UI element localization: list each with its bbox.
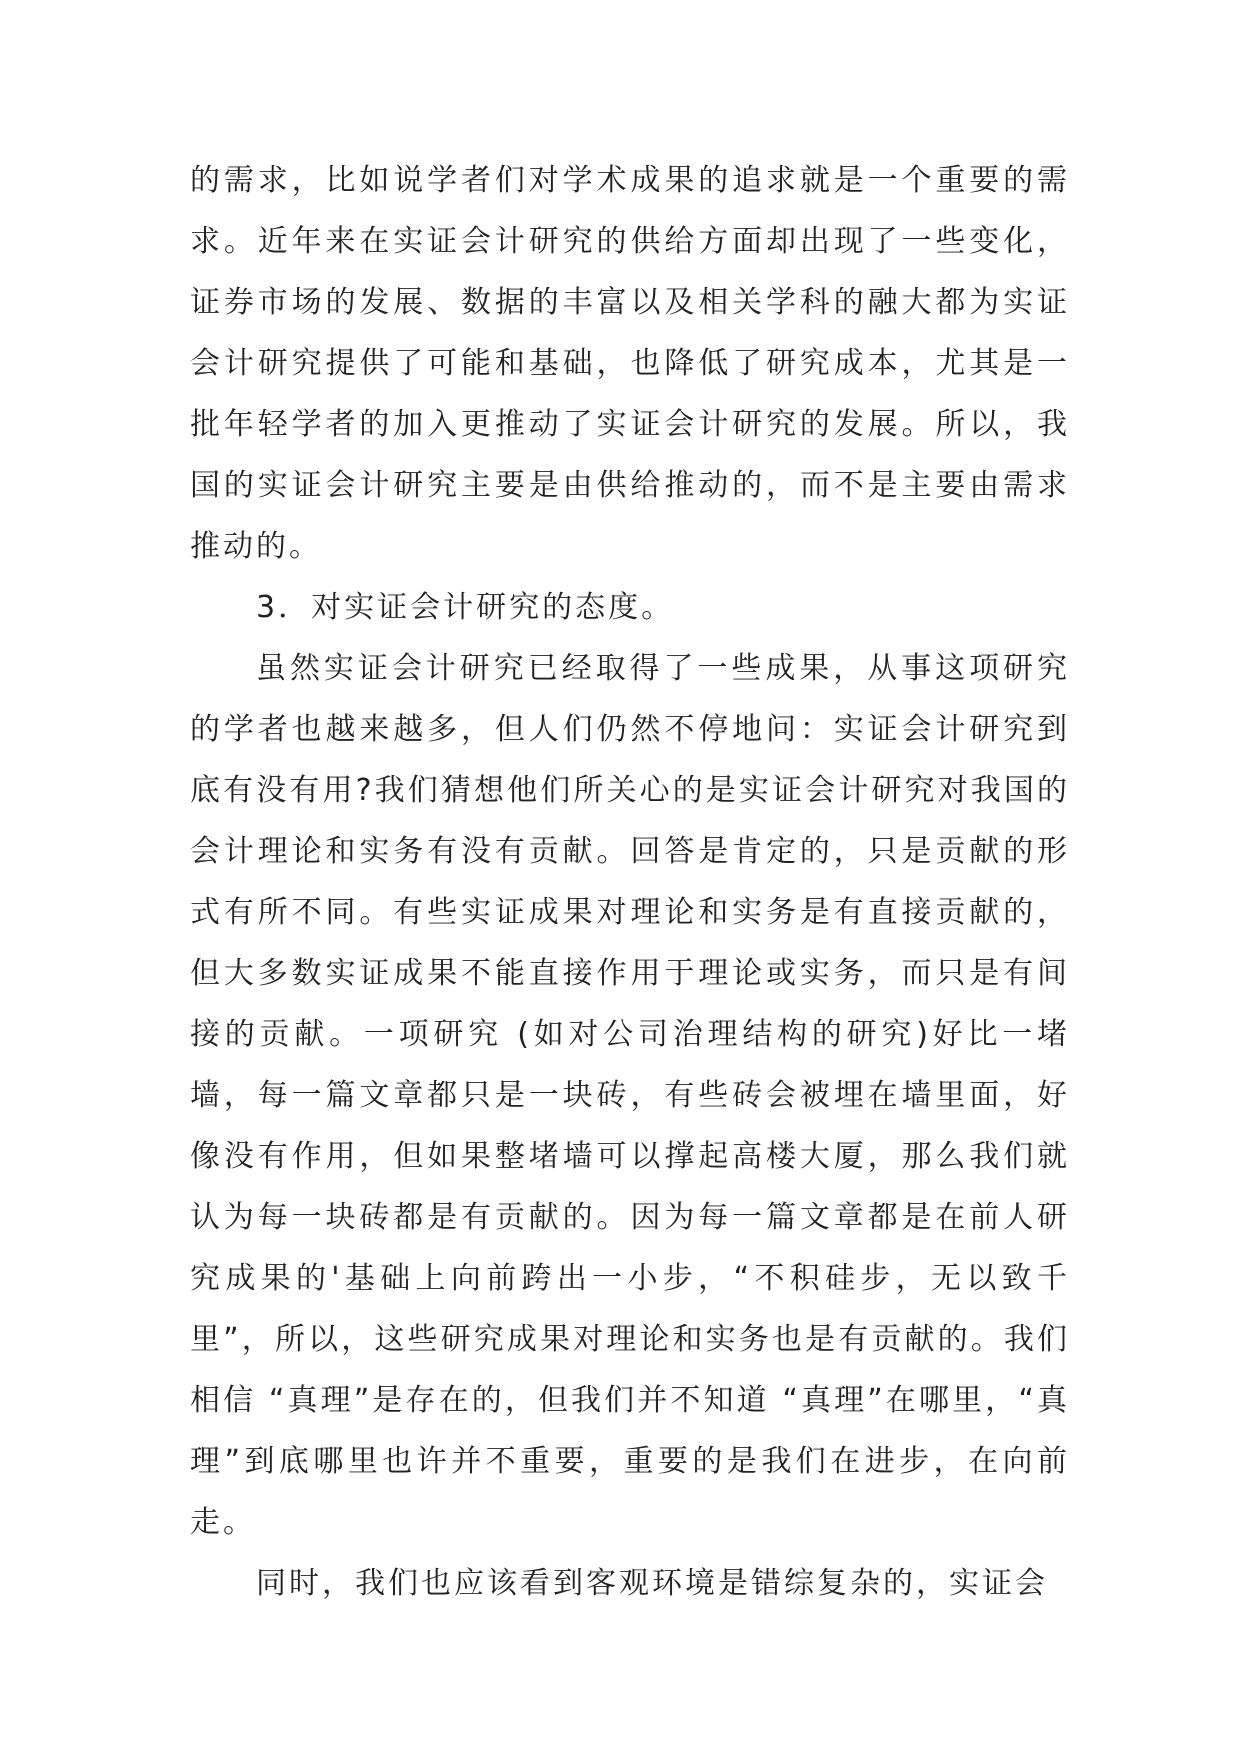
document-body [190, 150, 1070, 1614]
paragraph-environment: 同时，我们也应该看到客观环境是错综复杂的，实证会 [256, 1566, 1048, 1601]
section-heading-3: 3．对实证会计研究的态度。 [256, 590, 675, 625]
paragraph-attitude: 虽然实证会计研究已经取得了一些成果，从事这项研究的学者也越来越多，但人们仍然不停地问：实证会计研究到底有没有用?我们猜想他们所关心的是实证会计研究对我国的会计理论和实务有没有贡献。回答是肯定的，只是贡献的形式有所不同。有些实证成果对理论和实务是有直接贡献的，但大多数实证成果不能直接作用于理论或实务，而只是有间接的贡献。一项研究 (如对公司治理结构的研究)好比一堵墙，每一篇文章都只是一块砖，有些砖会被埋在墙里面，好像没有作用，但如果整堵墙可以撑起高楼大厦，那么我们就认为每一块砖都是有贡献的。因为每一篇文章都是在前人研究成果的'基础上向前跨出一小步，“不积硅步，无以致千里”，所以，这些研究成果对理论和实务也是有贡献的。我们相信 “真理”是存在的，但我们并不知道 “真理”在哪里，“真理”到底哪里也许并不重要，重要的是我们在进步，在向前走。 [190, 651, 1070, 1540]
paragraph-continued: 的需求，比如说学者们对学术成果的追求就是一个重要的需求。近年来在实证会计研究的供给方面却出现了一些变化，证券市场的发展、数据的丰富以及相关学科的融大都为实证会计研究提供了可能和基础，也降低了研究成本，尤其是一批年轻学者的加入更推动了实证会计研究的发展。所以，我国的实证会计研究主要是由供给推动的，而不是主要由需求推动的。 [190, 163, 1070, 564]
